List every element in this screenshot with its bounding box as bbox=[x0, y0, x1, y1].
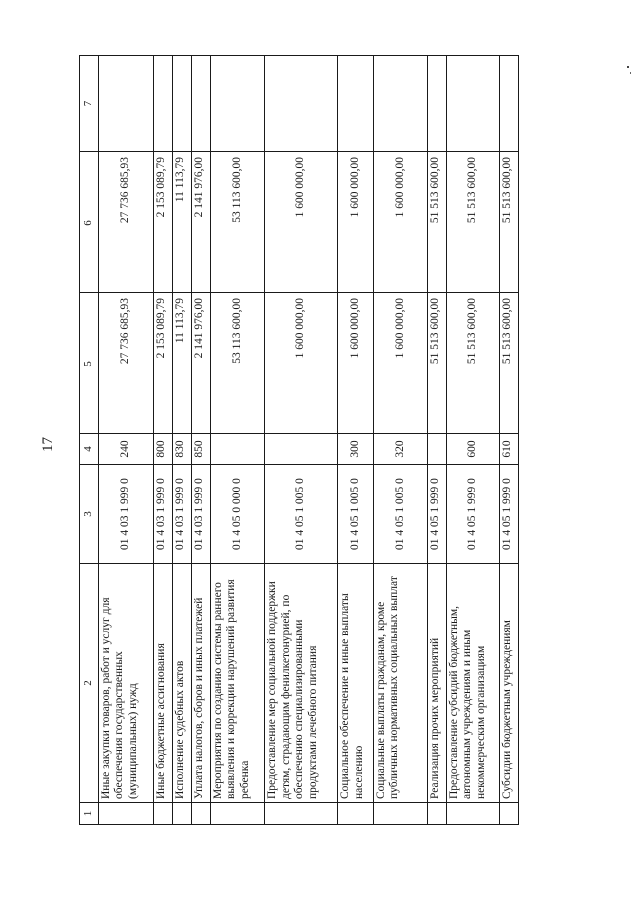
row-number-cell bbox=[373, 803, 427, 825]
row-name-cell: Мероприятия по созданию системы раннего выявления и коррекции нарушений развития ребенка bbox=[210, 564, 264, 803]
row-code-cell: 01 4 03 1 999 0 bbox=[98, 465, 153, 564]
row-code-cell: 01 4 05 1 005 0 bbox=[265, 465, 338, 564]
row-number-cell bbox=[173, 803, 192, 825]
row-number-cell bbox=[210, 803, 264, 825]
row-value-5-cell: 51 513 600,00 bbox=[446, 293, 499, 434]
row-col-7-cell bbox=[428, 56, 447, 152]
row-code-cell: 01 4 05 1 005 0 bbox=[373, 465, 427, 564]
row-number-cell bbox=[500, 803, 519, 825]
row-value-6-cell: 2 153 089,79 bbox=[154, 152, 173, 293]
row-name-cell: Субсидии бюджетным учреждениям bbox=[500, 564, 519, 803]
header-col-3: 3 bbox=[80, 465, 99, 564]
budget-table-rotated bbox=[79, 55, 519, 825]
row-value-5-cell: 2 141 976,00 bbox=[191, 293, 210, 434]
row-number-cell bbox=[446, 803, 499, 825]
row-name-cell: Социальные выплаты гражданам, кроме публичных нормативных социальных выплат bbox=[373, 564, 427, 803]
table-row bbox=[338, 56, 373, 825]
row-type-cell: 800 bbox=[154, 434, 173, 465]
row-code-cell: 01 4 03 1 999 0 bbox=[173, 465, 192, 564]
table-row bbox=[265, 56, 338, 825]
row-name-cell: Реализация прочих мероприятий bbox=[428, 564, 447, 803]
row-value-6-cell: 27 736 685,93 bbox=[98, 152, 153, 293]
row-value-6-cell: 51 513 600,00 bbox=[446, 152, 499, 293]
row-col-7-cell bbox=[154, 56, 173, 152]
row-type-cell: 300 bbox=[338, 434, 373, 465]
row-type-cell: 320 bbox=[373, 434, 427, 465]
table-header-row bbox=[80, 56, 99, 825]
scan-speck bbox=[630, 72, 631, 74]
row-number-cell bbox=[265, 803, 338, 825]
header-col-5: 5 bbox=[80, 293, 99, 434]
row-value-5-cell: 11 113,79 bbox=[173, 293, 192, 434]
row-value-6-cell: 1 600 000,00 bbox=[373, 152, 427, 293]
table-row bbox=[173, 56, 192, 825]
row-value-5-cell: 1 600 000,00 bbox=[373, 293, 427, 434]
row-col-7-cell bbox=[500, 56, 519, 152]
page-number: 17 bbox=[40, 437, 56, 452]
row-value-5-cell: 1 600 000,00 bbox=[265, 293, 338, 434]
row-col-7-cell bbox=[210, 56, 264, 152]
row-name-cell: Иные бюджетные ассигнования bbox=[154, 564, 173, 803]
table-row bbox=[373, 56, 427, 825]
row-name-cell: Уплата налогов, сборов и иных платежей bbox=[191, 564, 210, 803]
row-type-cell: 600 bbox=[446, 434, 499, 465]
row-col-7-cell bbox=[173, 56, 192, 152]
row-value-5-cell: 2 153 089,79 bbox=[154, 293, 173, 434]
table-row bbox=[154, 56, 173, 825]
table-row bbox=[191, 56, 210, 825]
row-number-cell bbox=[98, 803, 153, 825]
row-value-5-cell: 51 513 600,00 bbox=[428, 293, 447, 434]
budget-table bbox=[79, 55, 519, 825]
row-name-cell: Предоставление субсидий бюджетным, автономным учреждениям и иным некоммерческим организациям bbox=[446, 564, 499, 803]
header-col-2: 2 bbox=[80, 564, 99, 803]
header-col-6: 6 bbox=[80, 152, 99, 293]
header-col-7: 7 bbox=[80, 56, 99, 152]
header-col-1: 1 bbox=[80, 803, 99, 825]
row-name-cell: Социальное обеспечение и иные выплаты населению bbox=[338, 564, 373, 803]
row-value-5-cell: 51 513 600,00 bbox=[500, 293, 519, 434]
row-value-5-cell: 27 736 685,93 bbox=[98, 293, 153, 434]
row-type-cell bbox=[428, 434, 447, 465]
row-type-cell bbox=[265, 434, 338, 465]
row-number-cell bbox=[154, 803, 173, 825]
budget-table-body bbox=[80, 56, 519, 825]
row-value-5-cell: 53 113 600,00 bbox=[210, 293, 264, 434]
page-number-wrapper bbox=[40, 437, 56, 453]
table-row bbox=[446, 56, 499, 825]
row-col-7-cell bbox=[191, 56, 210, 152]
header-col-4: 4 bbox=[80, 434, 99, 465]
row-type-cell: 610 bbox=[500, 434, 519, 465]
row-number-cell bbox=[428, 803, 447, 825]
row-code-cell: 01 4 03 1 999 0 bbox=[191, 465, 210, 564]
row-name-cell: Иные закупки товаров, работ и услуг для обеспечения государственных (муниципальных) нужд bbox=[98, 564, 153, 803]
row-value-6-cell: 2 141 976,00 bbox=[191, 152, 210, 293]
row-col-7-cell bbox=[98, 56, 153, 152]
row-value-6-cell: 11 113,79 bbox=[173, 152, 192, 293]
row-name-cell: Исполнение судебных актов bbox=[173, 564, 192, 803]
row-value-6-cell: 51 513 600,00 bbox=[500, 152, 519, 293]
row-number-cell bbox=[191, 803, 210, 825]
row-col-7-cell bbox=[338, 56, 373, 152]
row-number-cell bbox=[338, 803, 373, 825]
table-row bbox=[98, 56, 153, 825]
row-value-6-cell: 51 513 600,00 bbox=[428, 152, 447, 293]
row-type-cell bbox=[210, 434, 264, 465]
row-type-cell: 850 bbox=[191, 434, 210, 465]
row-code-cell: 01 4 05 1 999 0 bbox=[500, 465, 519, 564]
row-code-cell: 01 4 05 1 999 0 bbox=[428, 465, 447, 564]
row-code-cell: 01 4 05 1 999 0 bbox=[446, 465, 499, 564]
table-row bbox=[500, 56, 519, 825]
row-code-cell: 01 4 05 0 000 0 bbox=[210, 465, 264, 564]
row-col-7-cell bbox=[446, 56, 499, 152]
row-name-cell: Предоставление мер социальной поддержки детям, страдающим фенилкетонурией, по обеспечению специализированными продуктами лечебного питания bbox=[265, 564, 338, 803]
row-col-7-cell bbox=[373, 56, 427, 152]
row-value-6-cell: 53 113 600,00 bbox=[210, 152, 264, 293]
scan-speck bbox=[627, 66, 629, 68]
table-row bbox=[428, 56, 447, 825]
row-type-cell: 240 bbox=[98, 434, 153, 465]
row-value-6-cell: 1 600 000,00 bbox=[338, 152, 373, 293]
row-code-cell: 01 4 03 1 999 0 bbox=[154, 465, 173, 564]
row-col-7-cell bbox=[265, 56, 338, 152]
row-type-cell: 830 bbox=[173, 434, 192, 465]
table-row bbox=[210, 56, 264, 825]
row-code-cell: 01 4 05 1 005 0 bbox=[338, 465, 373, 564]
row-value-6-cell: 1 600 000,00 bbox=[265, 152, 338, 293]
row-value-5-cell: 1 600 000,00 bbox=[338, 293, 373, 434]
